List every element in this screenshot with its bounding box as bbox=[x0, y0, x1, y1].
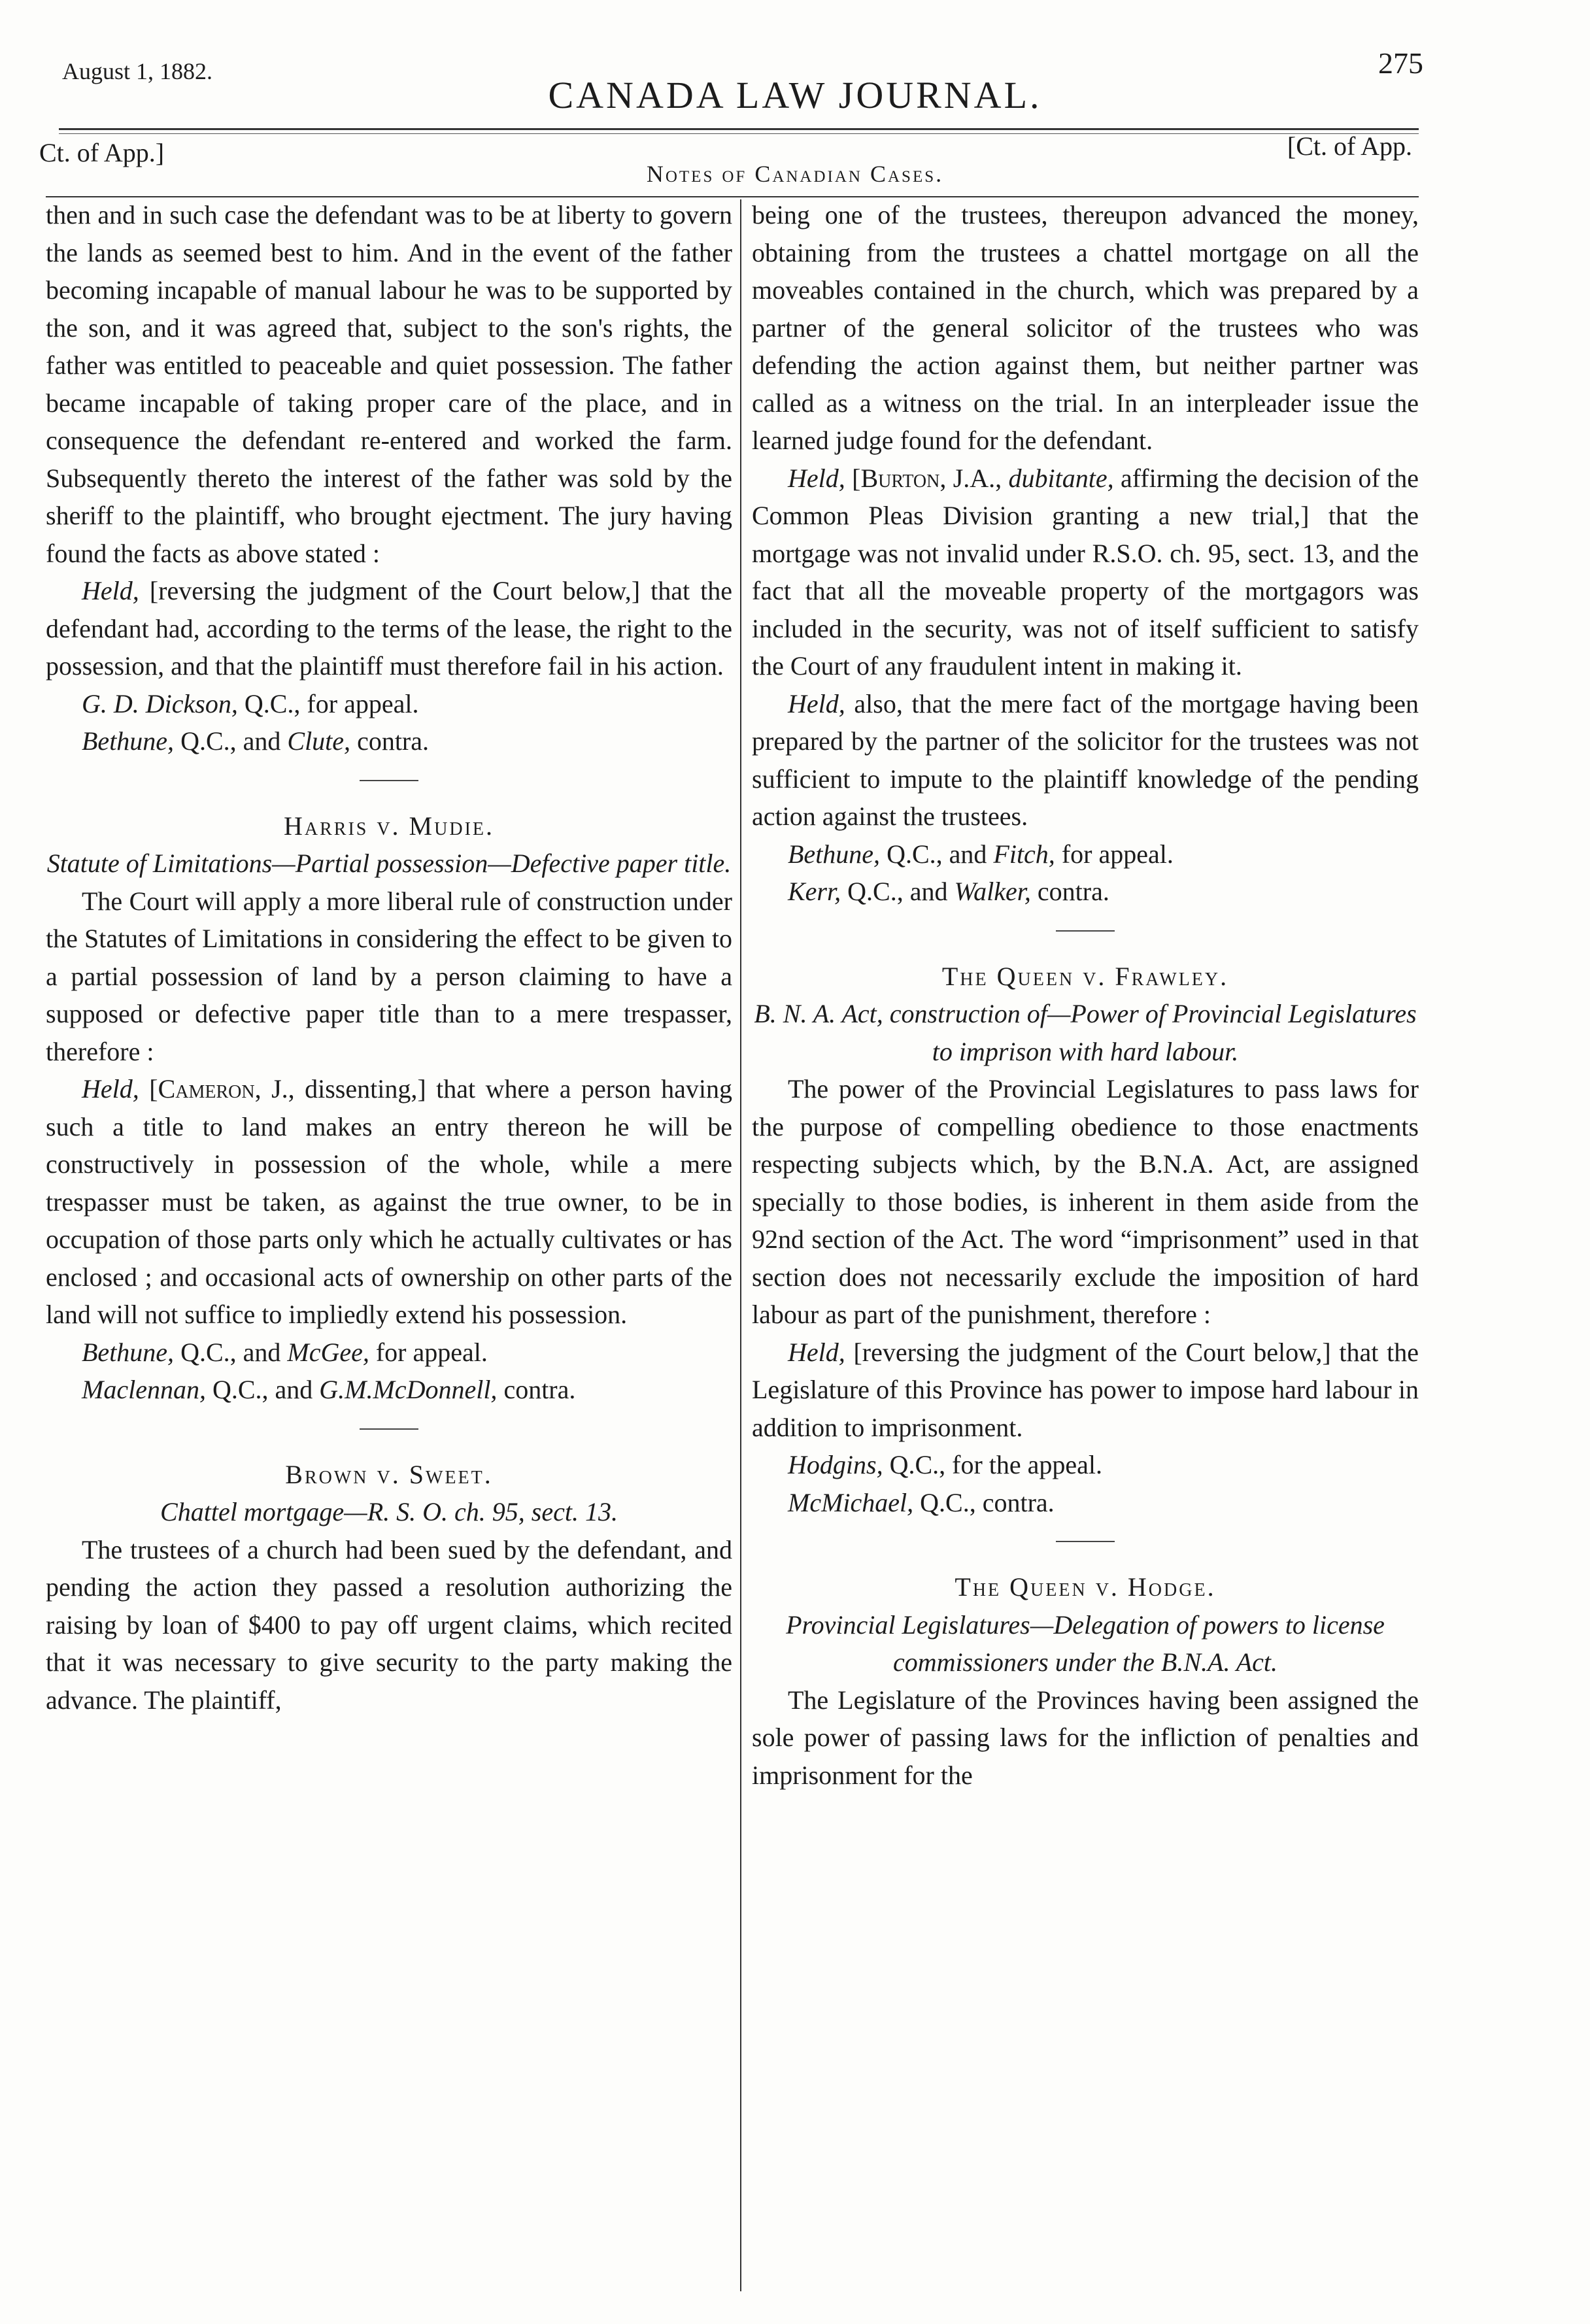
counsel-name: Hodgins, bbox=[788, 1450, 883, 1479]
counsel-text: Q.C., for the appeal. bbox=[883, 1450, 1103, 1479]
held-word: Held, bbox=[82, 1074, 139, 1103]
case-headnote: Provincial Legislatures—Delegation of powers to license commissioners under the B.N.A. Act. bbox=[786, 1609, 1385, 1677]
case-paragraph: The Legislature of the Provinces having been assigned the sole power of passing laws for the infliction of penalties and imprisonment for the bbox=[752, 1685, 1419, 1790]
case-paragraph: The trustees of a church had been sued by the defendant, and pending the action they passed a resolution authorizing the raising by loan of $400 to pay off urgent claims, which recited that it was necessary to give security to the party making the advance. The plaintiff, bbox=[46, 1534, 732, 1715]
held-text: affirming the decision of the Common Pleas Division granting a new trial,] that the mortgage was not invalid under R.S.O. ch. 95, sect. 13, and the fact that all the moveable property of the mortgagors was included in the security, was not of itself sufficient to satisfy the Court of any fraudulent intent in making it. bbox=[752, 463, 1419, 681]
counsel-name: Kerr, bbox=[788, 877, 841, 906]
counsel-text: for appeal. bbox=[1055, 839, 1174, 869]
case-headnote: B. N. A. Act, construction of—Power of Provincial Legislatures to imprison with hard labour. bbox=[754, 999, 1417, 1066]
counsel-line bbox=[752, 1446, 1419, 1484]
counsel-line bbox=[46, 685, 732, 723]
case-paragraph: The Court will apply a more liberal rule of construction under the Statutes of Limitations in considering the effect to be given to a partial possession of land by a person claiming to have a supposed or defective paper title than to a mere trespasser, therefore : bbox=[46, 886, 732, 1066]
held-word: Held, bbox=[82, 576, 139, 605]
counsel-name: Maclennan, bbox=[82, 1375, 206, 1404]
left-column bbox=[46, 196, 732, 1719]
continued-paragraph: being one of the trustees, thereupon advanced the money, obtaining from the trustees a chattel mortgage on all the moveables contained in the church, which was prepared by a partner of the general solicitor of the trustees who was defending the action against them, but neither partner was called as a witness on the trial. In an interpleader issue the learned judge found for the defendant. bbox=[752, 200, 1419, 455]
held-text: [reversing the judgment of the Court below,] that the Legislature of this Province has power to impose hard labour in addition to imprisonment. bbox=[752, 1337, 1419, 1442]
dubitante-word: dubitante, bbox=[1008, 463, 1114, 493]
counsel-name: Walker, bbox=[954, 877, 1031, 906]
counsel-text: Q.C., and bbox=[205, 1375, 320, 1404]
counsel-name: G. D. Dickson, bbox=[82, 688, 238, 718]
counsel-line bbox=[752, 1484, 1419, 1522]
counsel-line bbox=[752, 873, 1419, 911]
held-paragraph bbox=[46, 1070, 732, 1334]
case-title: Brown v. Sweet. bbox=[285, 1459, 493, 1489]
case-paragraph: The power of the Provincial Legislatures to pass laws for the purpose of compelling obedience to those enactments respecting subjects which, by the B.N.A. Act, are assigned specially to those bodies, is inherent in them aside from the 92nd section of the Act. The word “imprisonment” used in that section does not necessarily exclude the imposition of hard labour as part of the punishment, therefore : bbox=[752, 1074, 1419, 1329]
counsel-name: Clute, bbox=[287, 726, 351, 756]
case-separator bbox=[360, 1428, 418, 1430]
judge-name: Burton bbox=[860, 463, 940, 493]
case-separator bbox=[1056, 930, 1115, 932]
counsel-text: contra. bbox=[1030, 877, 1109, 906]
header-rule-thin bbox=[59, 133, 1419, 134]
case-headnote: Statute of Limitations—Partial possession—Defective paper title. bbox=[46, 849, 732, 878]
counsel-line bbox=[46, 1371, 732, 1409]
court-label-right: [Ct. of App. bbox=[1287, 131, 1412, 161]
counsel-name: McGee, bbox=[287, 1337, 369, 1367]
counsel-text: contra. bbox=[350, 726, 430, 756]
counsel-name: Bethune, bbox=[788, 839, 881, 869]
held-text: , J., dissenting,] that where a person having such a title to land makes an entry thereon he will be constructively in possession of the whole, while a mere trespasser must be taken, as against the true owner, to be in occupation of those parts only which he actually cultivates or has enclosed ; and occasional acts of ownership on other parts of the land will not suffice to impliedly extend his possession. bbox=[46, 1074, 732, 1329]
case-headnote: Chattel mortgage—R. S. O. ch. 95, sect. 13. bbox=[160, 1497, 618, 1526]
held-paragraph bbox=[752, 460, 1419, 685]
held-text: [reversing the judgment of the Court below,] that the defendant had, according to the terms of the lease, the right to the possession, and that the plaintiff must therefore fail in his action. bbox=[46, 576, 732, 681]
header-rule bbox=[59, 128, 1419, 130]
counsel-text: Q.C., and bbox=[880, 839, 994, 869]
counsel-text: Q.C., contra. bbox=[913, 1487, 1055, 1517]
right-column bbox=[752, 196, 1419, 1794]
held-text: [ bbox=[139, 1074, 158, 1103]
counsel-text: contra. bbox=[497, 1375, 576, 1404]
case-title: Harris v. Mudie. bbox=[283, 811, 494, 841]
issue-date: August 1, 1882. bbox=[62, 58, 213, 84]
court-label-left: Ct. of App.] bbox=[39, 138, 165, 167]
held-text: , J.A., bbox=[939, 463, 1009, 493]
counsel-text: Q.C., and bbox=[174, 1337, 288, 1367]
counsel-line bbox=[46, 1334, 732, 1372]
held-paragraph bbox=[46, 572, 732, 685]
counsel-name: G.M.McDonnell, bbox=[319, 1375, 498, 1404]
held-paragraph bbox=[752, 685, 1419, 835]
page-number: 275 bbox=[1378, 46, 1423, 80]
held-text: also, that the mere fact of the mortgage having been prepared by the partner of the solicitor for the trustees was not sufficient to impute to the plaintiff knowledge of the pending action against the trustees. bbox=[752, 688, 1419, 831]
held-text: [ bbox=[845, 463, 861, 493]
journal-title: CANADA LAW JOURNAL. bbox=[548, 74, 1042, 116]
counsel-line bbox=[752, 835, 1419, 873]
counsel-text: Q.C., and bbox=[841, 877, 955, 906]
counsel-line bbox=[46, 722, 732, 760]
counsel-name: Bethune, bbox=[82, 1337, 175, 1367]
counsel-text: Q.C., for appeal. bbox=[237, 688, 419, 718]
column-divider bbox=[740, 199, 741, 2291]
continued-paragraph: then and in such case the defendant was to be at liberty to govern the lands as seemed best to him. And in the event of the father becoming incapable of manual labour he was to be supported by the son, and it was agreed that, subject to the son's rights, the father was entitled to peaceable and quiet possession. The father became incapable of taking proper care of the place, and in consequence the defendant re-entered and worked the farm. Subsequently thereto the interest of the father was sold by the sheriff to the plaintiff, who brought ejectment. The jury having found the facts as above stated : bbox=[46, 200, 732, 568]
case-separator bbox=[360, 780, 418, 781]
held-word: Held, bbox=[788, 463, 845, 493]
counsel-name: Fitch, bbox=[993, 839, 1055, 869]
counsel-text: Q.C., and bbox=[174, 726, 288, 756]
held-word: Held, bbox=[788, 688, 845, 718]
counsel-name: McMichael, bbox=[788, 1487, 914, 1517]
section-title: Notes of Canadian Cases. bbox=[646, 161, 944, 187]
held-paragraph bbox=[752, 1334, 1419, 1447]
counsel-text: for appeal. bbox=[369, 1337, 488, 1367]
counsel-name: Bethune, bbox=[82, 726, 175, 756]
judge-name: Cameron bbox=[158, 1074, 255, 1103]
case-title: The Queen v. Frawley. bbox=[941, 961, 1229, 991]
held-word: Held, bbox=[788, 1337, 845, 1367]
case-separator bbox=[1056, 1541, 1115, 1542]
case-title: The Queen v. Hodge. bbox=[955, 1572, 1216, 1602]
